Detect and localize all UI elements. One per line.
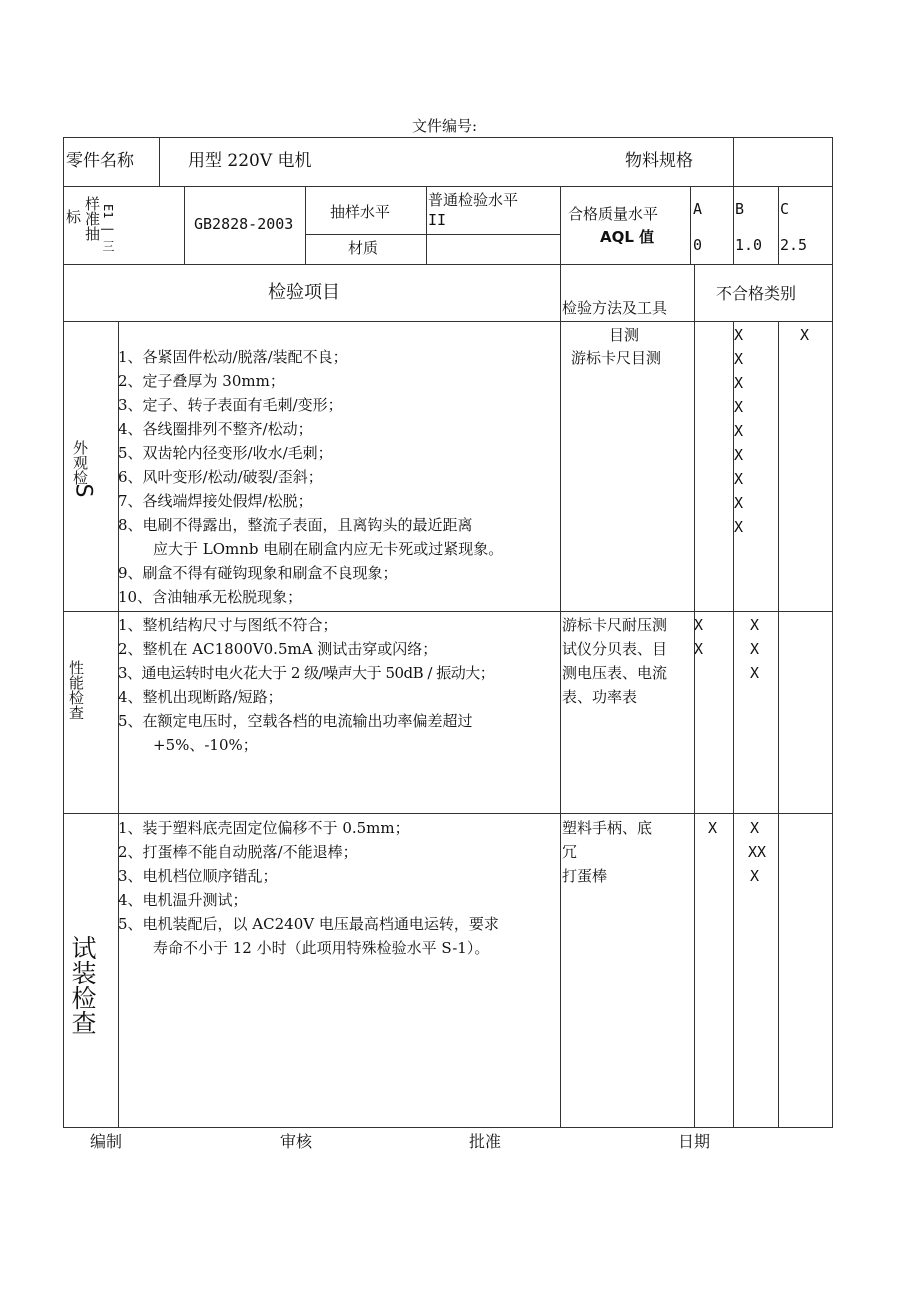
list-item: 3、定子、转子表面有毛刺/变形；	[118, 396, 343, 414]
grid-line	[184, 186, 185, 264]
list-item: 5、电机装配后，以 AC240V 电压最高档通电运转，要求	[118, 915, 499, 933]
defect-mark: X	[734, 470, 744, 488]
grid-line	[733, 137, 734, 186]
method-line: 试仪分贝表、目	[562, 640, 668, 658]
appearance-section-label-tail: S	[70, 483, 96, 498]
grid-line	[778, 321, 779, 1128]
part-name-label: 零件名称	[66, 151, 134, 171]
method-line: 测电压表、电流	[562, 664, 668, 682]
performance-marks-b	[750, 613, 759, 685]
grid-line	[63, 186, 833, 187]
approved-by-label: 批准	[469, 1132, 502, 1151]
list-item: 8、电刷不得露出，整流子表面，且离钩头的最近距离	[118, 516, 473, 534]
list-item: 5、双齿轮内径变形/收水/毛刺；	[118, 444, 333, 462]
defect-mark: X	[734, 350, 744, 368]
defect-mark: X	[734, 494, 744, 512]
sampling-standard-mark: E1 | 三	[101, 204, 115, 253]
grid-line	[305, 234, 560, 235]
aql-label: AQL 值	[600, 228, 655, 246]
defect-mark: X	[694, 640, 704, 658]
grid-line	[63, 137, 64, 1128]
list-item: 1、各紧固件松动/脱落/装配不良；	[118, 348, 348, 366]
defect-mark: X	[734, 374, 744, 392]
aql-label: 合格质量水平	[568, 205, 659, 223]
defect-mark: X	[734, 326, 744, 344]
aql-class-c: C	[780, 200, 790, 218]
list-item: 3、电机档位顺序错乱；	[118, 867, 278, 885]
prepared-by-label: 编制	[90, 1132, 123, 1151]
appearance-method: 目测	[609, 326, 640, 344]
grid-line	[63, 813, 833, 814]
list-item: 寿命不小于 12 小时（此项用特殊检验水平 S-1）。	[153, 939, 490, 957]
grid-line	[63, 321, 833, 322]
list-item: 5、在额定电压时，空载各档的电流输出功率偏差超过	[118, 712, 473, 730]
reviewed-by-label: 审核	[280, 1132, 313, 1151]
performance-items-list	[118, 613, 494, 757]
grid-line	[63, 137, 833, 138]
grid-line	[560, 264, 561, 1128]
inspection-items-header: 检验项目	[268, 282, 340, 303]
trial-section-label: 试装检查	[68, 935, 97, 1035]
list-item: 2、打蛋棒不能自动脱落/不能退棒；	[118, 843, 358, 861]
method-line: 打蛋棒	[562, 867, 608, 885]
defect-mark: X	[750, 867, 760, 885]
grid-line	[560, 186, 561, 264]
grid-line	[63, 264, 833, 265]
list-item: 4、各线圈排列不整齐/松动；	[118, 420, 313, 438]
method-line: 游标卡尺耐压测	[562, 616, 668, 634]
list-item: 6、风叶变形/松动/破裂/歪斜；	[118, 468, 323, 486]
grid-line	[733, 186, 734, 264]
appearance-method: 游标卡尺目测	[571, 349, 662, 367]
list-item: 3、通电运转时电火花大于 2 级/噪声大于 50dB / 振动大；	[118, 664, 495, 682]
list-item: 1、装于塑料底壳固定位偏移不于 0.5mm；	[118, 819, 410, 837]
grid-line	[305, 186, 306, 264]
sampling-standard-label: 标	[66, 208, 82, 226]
list-item: 7、各线端焊接处假焊/松脱；	[118, 492, 313, 510]
defect-mark: X	[734, 398, 744, 416]
performance-section-label: 性能检查	[67, 660, 85, 720]
standard-value: GB2828-2003	[194, 215, 294, 233]
defect-mark: XX	[748, 843, 767, 861]
appearance-marks-b	[734, 323, 743, 539]
list-item: 4、电机温升测试；	[118, 891, 248, 909]
aql-class-a: A	[693, 200, 703, 218]
defect-mark: X	[708, 819, 718, 837]
method-tools-header: 检验方法及工具	[562, 299, 668, 317]
trial-marks-b	[748, 816, 766, 888]
grid-line	[832, 137, 833, 1128]
defect-mark: X	[750, 616, 760, 634]
sampling-level-label: 抽样水平	[330, 203, 391, 221]
grid-line	[426, 186, 427, 264]
material-spec-label: 物料规格	[625, 151, 693, 171]
aql-value-a: 0	[693, 236, 703, 254]
defect-mark: X	[734, 518, 744, 536]
defect-mark: X	[734, 422, 744, 440]
defect-mark: X	[750, 640, 760, 658]
aql-value-b: 1.0	[735, 236, 763, 254]
list-item: 2、整机在 AC1800V0.5mA 测试击穿或闪络；	[118, 640, 438, 658]
list-item: 9、刷盒不得有碰钩现象和刷盒不良现象；	[118, 564, 398, 582]
defect-mark: X	[750, 664, 760, 682]
part-name-value: 用型 220V 电机	[188, 151, 312, 171]
list-item: 应大于 LOmnb 电刷在刷盒内应无卡死或过紧现象。	[153, 540, 504, 558]
defect-class-header: 不合格类别	[716, 284, 797, 303]
method-line: 塑料手柄、底	[562, 819, 653, 837]
grid-line	[778, 186, 779, 264]
method-line: 冗	[562, 843, 578, 861]
aql-class-b: B	[735, 200, 745, 218]
trial-items-list	[118, 816, 499, 960]
grid-line	[159, 137, 160, 186]
file-number-label: 文件编号:	[412, 117, 478, 135]
grid-line	[63, 611, 833, 612]
defect-mark: X	[750, 819, 760, 837]
grid-line	[690, 186, 691, 264]
sampling-level-value: II	[428, 211, 447, 229]
performance-methods	[562, 613, 667, 709]
list-item: 10、含油轴承无松脱现象；	[118, 588, 303, 606]
grid-line	[63, 1127, 833, 1128]
aql-value-c: 2.5	[780, 236, 808, 254]
sampling-standard-label: 样准抽	[83, 196, 101, 241]
sampling-level-value: 普通检验水平	[428, 191, 519, 209]
list-item: +5%、-10%；	[153, 736, 258, 754]
list-item: 1、整机结构尺寸与图纸不符合；	[118, 616, 338, 634]
defect-mark: X	[800, 326, 810, 344]
list-item: 2、定子叠厚为 30mm；	[118, 372, 285, 390]
appearance-items-list	[118, 345, 503, 609]
material-label: 材质	[348, 239, 379, 257]
grid-line	[694, 264, 695, 1128]
method-line: 表、功率表	[562, 688, 638, 706]
defect-mark: X	[694, 616, 704, 634]
trial-methods	[562, 816, 652, 888]
date-label: 日期	[678, 1132, 711, 1151]
defect-mark: X	[734, 446, 744, 464]
performance-marks-a	[694, 613, 703, 661]
appearance-section-label: 外观检	[71, 440, 89, 485]
list-item: 4、整机出现断路/短路；	[118, 688, 283, 706]
